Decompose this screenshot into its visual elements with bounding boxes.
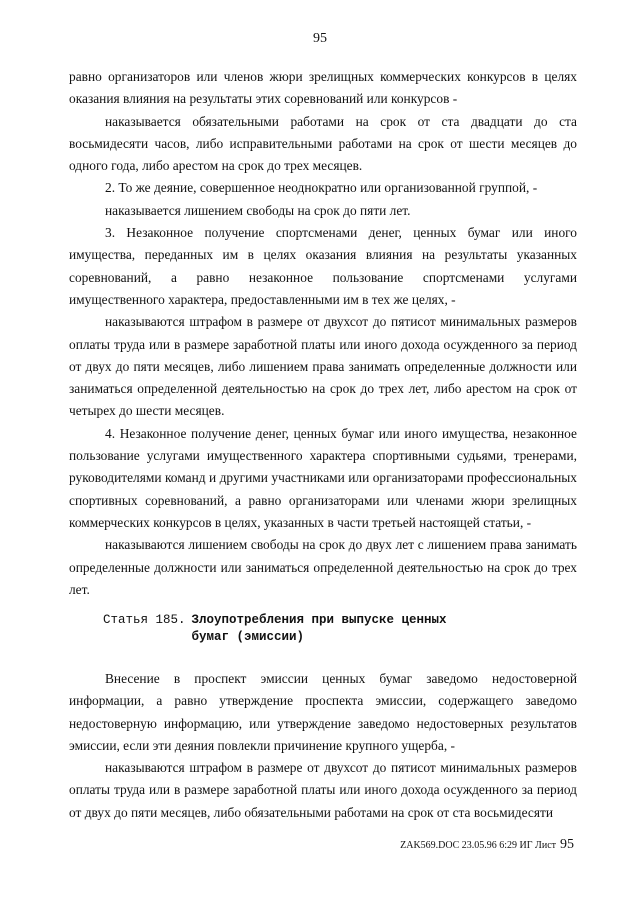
page-number: 95 (313, 31, 327, 46)
footer-file-info: ZAK569.DOC 23.05.96 6:29 ИГ Лист (400, 840, 556, 851)
article-title (192, 612, 447, 646)
paragraph: 3. Незаконное получение спортсменами денег, ценных бумаг или иного имущества, переданных им в целях оказания влияния на результаты указанных соревнований, а равно незаконное пользование спортсменами услугами имущественного характера, предоставленными им в тех же целях, - (69, 225, 577, 307)
paragraph: 2. То же деяние, совершенное неоднократно или организованной группой, - (105, 180, 538, 196)
paragraph: наказываются штрафом в размере от двухсот до пятисот минимальных размеров оплаты труда или в размере заработной платы или иного дохода осужденного за период от двух до пяти месяцев, либо обязательными работами на срок от ста восьмидесяти (69, 760, 577, 820)
paragraph: наказывается лишением свободы на срок до пяти лет. (105, 202, 411, 218)
body-text-top (69, 66, 577, 601)
article-title-line: Злоупотребления при выпуске ценных (191, 613, 447, 627)
article-label: Статья 185. (103, 613, 186, 627)
paragraph: равно организаторов или членов жюри зрелищных коммерческих конкурсов в целях оказания влияния на результаты этих соревнований или конкурсов - (69, 69, 577, 107)
paragraph: Внесение в проспект эмиссии ценных бумаг заведомо недостоверной информации, а равно утверждение проспекта эмиссии, содержащего заведомо недостоверную информацию, или утверждение заведомо недостоверных результатов эмиссии, если эти деяния повлекли причинение крупного ущерба, - (69, 671, 577, 753)
page-footer (400, 837, 574, 853)
paragraph: наказывается обязательными работами на срок от ста двадцати до ста восьмидесяти часов, либо исправительными работами на срок от шести месяцев до одного года, либо арестом на срок до трех месяцев. (69, 113, 577, 174)
paragraph: 4. Незаконное получение денег, ценных бумаг или иного имущества, незаконное пользование услугами имущественного характера спортивными судьями, тренерами, руководителями команд и другими участниками или организаторами профессиональных спортивных соревнований, а равно организаторами или членами жюри зрелищных коммерческих конкурсов в целях, указанных в части третьей настоящей статьи, - (69, 425, 577, 530)
paragraph: наказываются штрафом в размере от двухсот до пятисот минимальных размеров оплаты труда или в размере заработной платы или иного дохода осужденного за период от двух до пяти месяцев, либо лишением права занимать определенные должности или заниматься определенной деятельностью на срок до трех лет, либо арестом на срок от четырех до шести месяцев. (69, 314, 577, 419)
article-heading (103, 612, 447, 646)
article-title-line: бумаг (эмиссии) (191, 630, 305, 644)
paragraph: наказываются лишением свободы на срок до двух лет с лишением права занимать определенные должности или заниматься определенной деятельностью на срок до трех лет. (69, 537, 577, 597)
footer-sheet-number: 95 (560, 837, 574, 852)
body-text-bottom (69, 668, 577, 824)
